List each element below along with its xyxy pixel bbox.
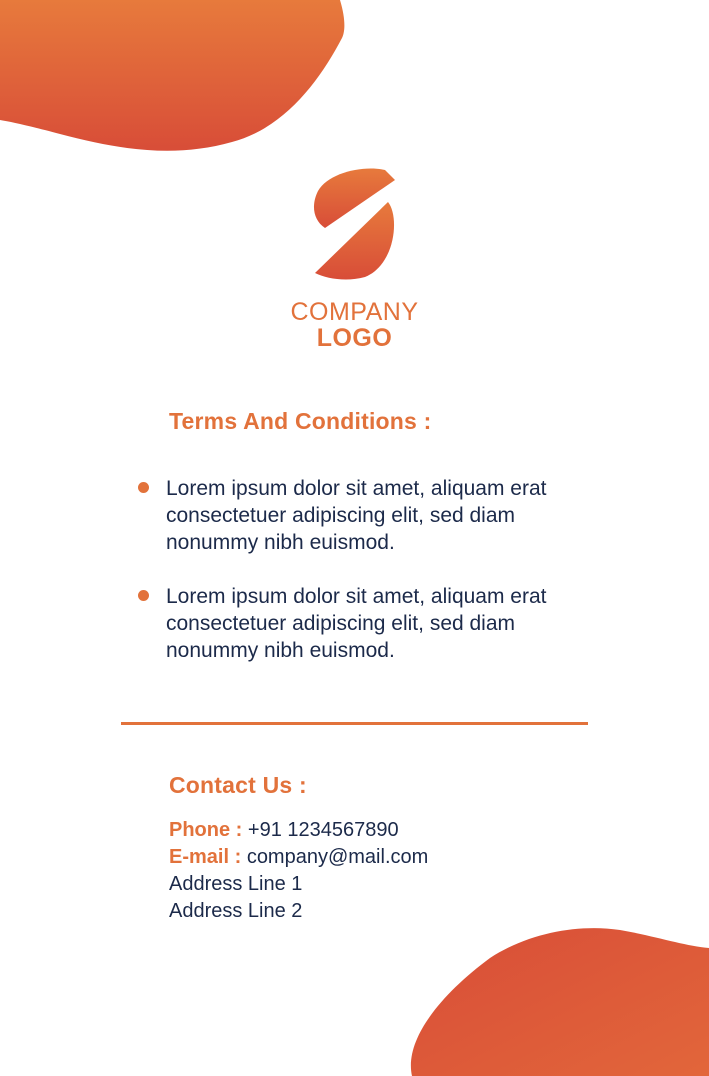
terms-heading: Terms And Conditions : xyxy=(169,408,432,434)
terms-item-text: Lorem ipsum dolor sit amet, aliquam erat consectetuer adipiscing elit, sed diam nonummy nibh euismod. xyxy=(166,477,547,554)
logo-text: LOGO xyxy=(316,324,393,352)
top-decorative-blob xyxy=(0,0,360,160)
contact-phone xyxy=(169,817,399,844)
contact-email xyxy=(169,844,428,871)
address-line-2: Address Line 2 xyxy=(169,900,303,922)
email-value: company@mail.com xyxy=(246,846,429,868)
s-logo-icon xyxy=(305,165,405,283)
phone-value: +91 1234567890 xyxy=(247,819,399,841)
company-logo-text: COMPANY xyxy=(290,298,419,326)
address-line-1: Address Line 1 xyxy=(169,873,303,895)
phone-label: Phone : xyxy=(169,819,243,841)
bullet-dot-icon xyxy=(138,482,149,493)
bottom-decorative-blob xyxy=(400,920,709,1076)
bullet-dot-icon xyxy=(138,590,149,601)
section-divider xyxy=(121,722,588,725)
contact-heading: Contact Us : xyxy=(169,772,307,798)
email-label: E-mail : xyxy=(169,846,242,868)
terms-item-text: Lorem ipsum dolor sit amet, aliquam erat consectetuer adipiscing elit, sed diam nonummy nibh euismod. xyxy=(166,585,547,662)
